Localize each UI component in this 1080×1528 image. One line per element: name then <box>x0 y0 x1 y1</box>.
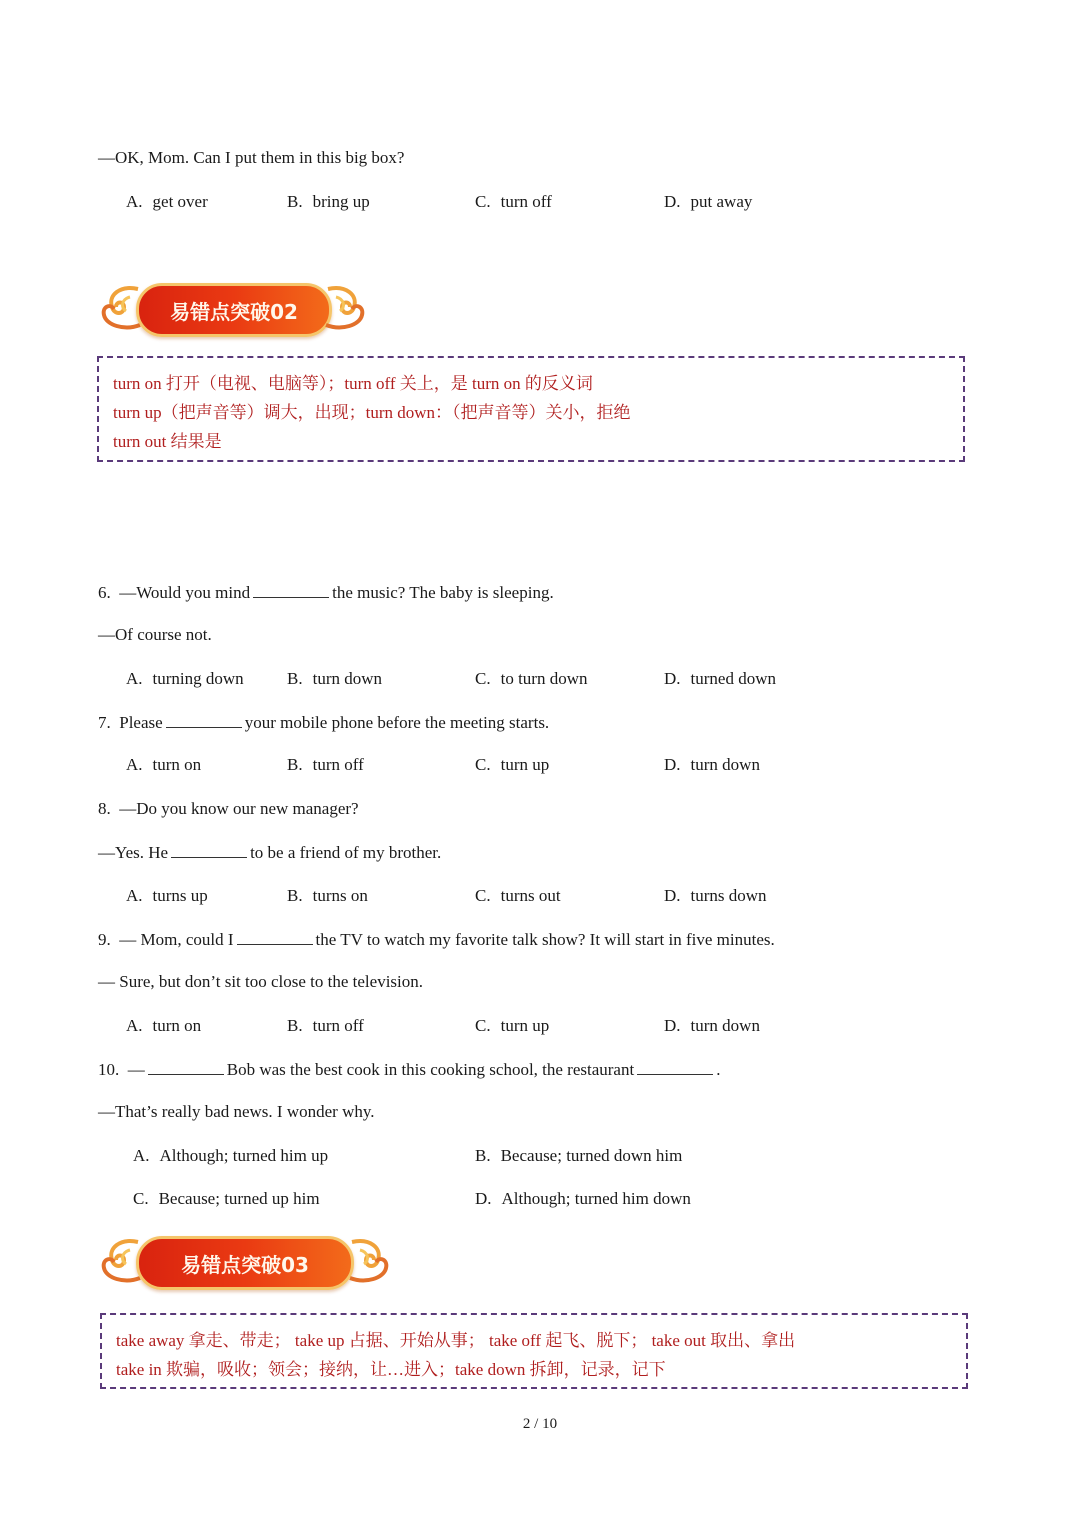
option-text: turn down <box>690 755 760 774</box>
q9-option-b[interactable] <box>287 1015 364 1037</box>
ornament-right-icon <box>322 281 366 335</box>
section-03-banner <box>100 1230 390 1292</box>
option-letter: B. <box>287 669 303 688</box>
option-text: to turn down <box>500 669 588 688</box>
note-line: take away 拿走、带走； take up 占据、开始从事； take off 起飞、脱下； take out 取出、拿出 <box>116 1331 796 1350</box>
q5-option-d[interactable] <box>664 191 752 213</box>
option-letter: D. <box>664 886 681 905</box>
q7-option-d[interactable] <box>664 754 760 776</box>
question-6-stem <box>98 581 554 604</box>
option-text: turn up <box>500 1016 550 1035</box>
note-line: turn on 打开（电视、电脑等）；turn off 关上，是 turn on 的反义词 <box>113 374 593 393</box>
answer-blank[interactable] <box>166 711 242 728</box>
question-5-reply: —OK, Mom. Can I put them in this big box? <box>98 148 405 167</box>
q10-option-c[interactable] <box>133 1188 320 1210</box>
option-letter: B. <box>287 1016 303 1035</box>
question-10-reply: —That’s really bad news. I wonder why. <box>98 1102 375 1121</box>
question-text: . <box>716 1060 721 1079</box>
option-letter: B. <box>475 1146 491 1165</box>
option-text: turn on <box>152 755 202 774</box>
option-letter: D. <box>664 669 681 688</box>
question-7-stem <box>98 711 549 734</box>
option-letter: D. <box>664 1016 681 1035</box>
answer-blank[interactable] <box>637 1058 713 1075</box>
option-letter: A. <box>126 755 143 774</box>
question-text: the music? The baby is sleeping. <box>332 583 554 602</box>
section-02-banner <box>100 277 366 339</box>
question-number: 10. <box>98 1060 120 1079</box>
question-text: your mobile phone before the meeting starts. <box>244 713 550 732</box>
option-letter: C. <box>133 1189 149 1208</box>
option-text: turn on <box>152 1016 202 1035</box>
question-6-reply: —Of course not. <box>98 625 212 644</box>
option-text: turn up <box>500 755 550 774</box>
q5-option-a[interactable] <box>126 191 208 213</box>
section-03-note-box <box>100 1313 968 1389</box>
option-letter: D. <box>475 1189 492 1208</box>
answer-blank[interactable] <box>237 928 313 945</box>
question-9-stem <box>98 928 775 951</box>
question-number: 7. <box>98 713 111 732</box>
option-text: Because; turned up him <box>158 1189 320 1208</box>
question-number: 9. <box>98 930 111 949</box>
option-text: turn off <box>312 755 364 774</box>
question-text: —Would you mind <box>119 583 251 602</box>
q10-option-b[interactable] <box>475 1145 682 1167</box>
note-line: turn out 结果是 <box>113 432 222 451</box>
answer-blank[interactable] <box>148 1058 224 1075</box>
section-02-note-box <box>97 356 965 462</box>
q6-option-b[interactable] <box>287 668 382 690</box>
question-text: the TV to watch my favorite talk show? It will start in five minutes. <box>315 930 775 949</box>
option-text: Because; turned down him <box>500 1146 683 1165</box>
ornament-right-icon <box>346 1234 390 1288</box>
q8-option-b[interactable] <box>287 885 368 907</box>
section-02-title: 易错点突破02 <box>170 299 298 324</box>
option-letter: B. <box>287 192 303 211</box>
option-letter: A. <box>133 1146 150 1165</box>
q9-option-c[interactable] <box>475 1015 549 1037</box>
option-text: turns out <box>500 886 561 905</box>
question-text: —Yes. He <box>98 843 169 862</box>
option-text: turning down <box>152 669 244 688</box>
page-number: 2 / 10 <box>522 1416 558 1432</box>
banner-pill <box>136 1236 354 1290</box>
option-text: turns down <box>690 886 767 905</box>
q7-option-a[interactable] <box>126 754 201 776</box>
option-text: turn down <box>690 1016 760 1035</box>
q9-option-a[interactable] <box>126 1015 201 1037</box>
question-number: 8. <box>98 799 111 818</box>
question-text: —Do you know our new manager? <box>119 799 359 818</box>
option-letter: C. <box>475 1016 491 1035</box>
question-text: — <box>127 1060 145 1079</box>
question-text: Please <box>119 713 163 732</box>
option-letter: C. <box>475 192 491 211</box>
q5-option-b[interactable] <box>287 191 370 213</box>
option-text: Although; turned him up <box>159 1146 329 1165</box>
option-letter: A. <box>126 886 143 905</box>
q5-option-c[interactable] <box>475 191 552 213</box>
option-text: turned down <box>690 669 776 688</box>
question-8-reply <box>98 841 441 864</box>
section-03-title: 易错点突破03 <box>181 1252 309 1277</box>
option-letter: D. <box>664 192 681 211</box>
q8-option-d[interactable] <box>664 885 767 907</box>
option-letter: A. <box>126 192 143 211</box>
q9-option-d[interactable] <box>664 1015 760 1037</box>
option-text: turn off <box>312 1016 364 1035</box>
option-text: turn off <box>500 192 552 211</box>
q10-option-d[interactable] <box>475 1188 691 1210</box>
q6-option-c[interactable] <box>475 668 587 690</box>
option-text: get over <box>152 192 208 211</box>
q8-option-c[interactable] <box>475 885 561 907</box>
question-text: to be a friend of my brother. <box>250 843 442 862</box>
option-text: put away <box>690 192 753 211</box>
question-number: 6. <box>98 583 111 602</box>
option-letter: D. <box>664 755 681 774</box>
question-text: Bob was the best cook in this cooking school, the restaurant <box>226 1060 635 1079</box>
q8-option-a[interactable] <box>126 885 208 907</box>
option-letter: A. <box>126 669 143 688</box>
question-10-stem <box>98 1058 720 1081</box>
option-text: turns up <box>152 886 208 905</box>
option-letter: B. <box>287 886 303 905</box>
option-text: Although; turned him down <box>501 1189 691 1208</box>
q6-option-d[interactable] <box>664 668 776 690</box>
option-letter: C. <box>475 886 491 905</box>
q6-option-a[interactable] <box>126 668 244 690</box>
banner-pill <box>136 283 332 337</box>
option-text: bring up <box>312 192 370 211</box>
option-letter: A. <box>126 1016 143 1035</box>
option-text: turn down <box>312 669 383 688</box>
option-letter: B. <box>287 755 303 774</box>
note-line: take in 欺骗，吸收；领会；接纳，让…进入；take down 拆卸，记录，记下 <box>116 1360 666 1379</box>
option-letter: C. <box>475 755 491 774</box>
note-line: turn up（把声音等）调大，出现；turn down：（把声音等）关小，拒绝 <box>113 403 631 422</box>
question-8-stem <box>98 798 359 820</box>
question-9-reply: — Sure, but don’t sit too close to the television. <box>98 972 424 991</box>
option-letter: C. <box>475 669 491 688</box>
q10-option-a[interactable] <box>133 1145 328 1167</box>
answer-blank[interactable] <box>253 581 329 598</box>
answer-blank[interactable] <box>171 841 247 858</box>
q7-option-c[interactable] <box>475 754 549 776</box>
question-text: — Mom, could I <box>119 930 234 949</box>
q7-option-b[interactable] <box>287 754 364 776</box>
option-text: turns on <box>312 886 368 905</box>
